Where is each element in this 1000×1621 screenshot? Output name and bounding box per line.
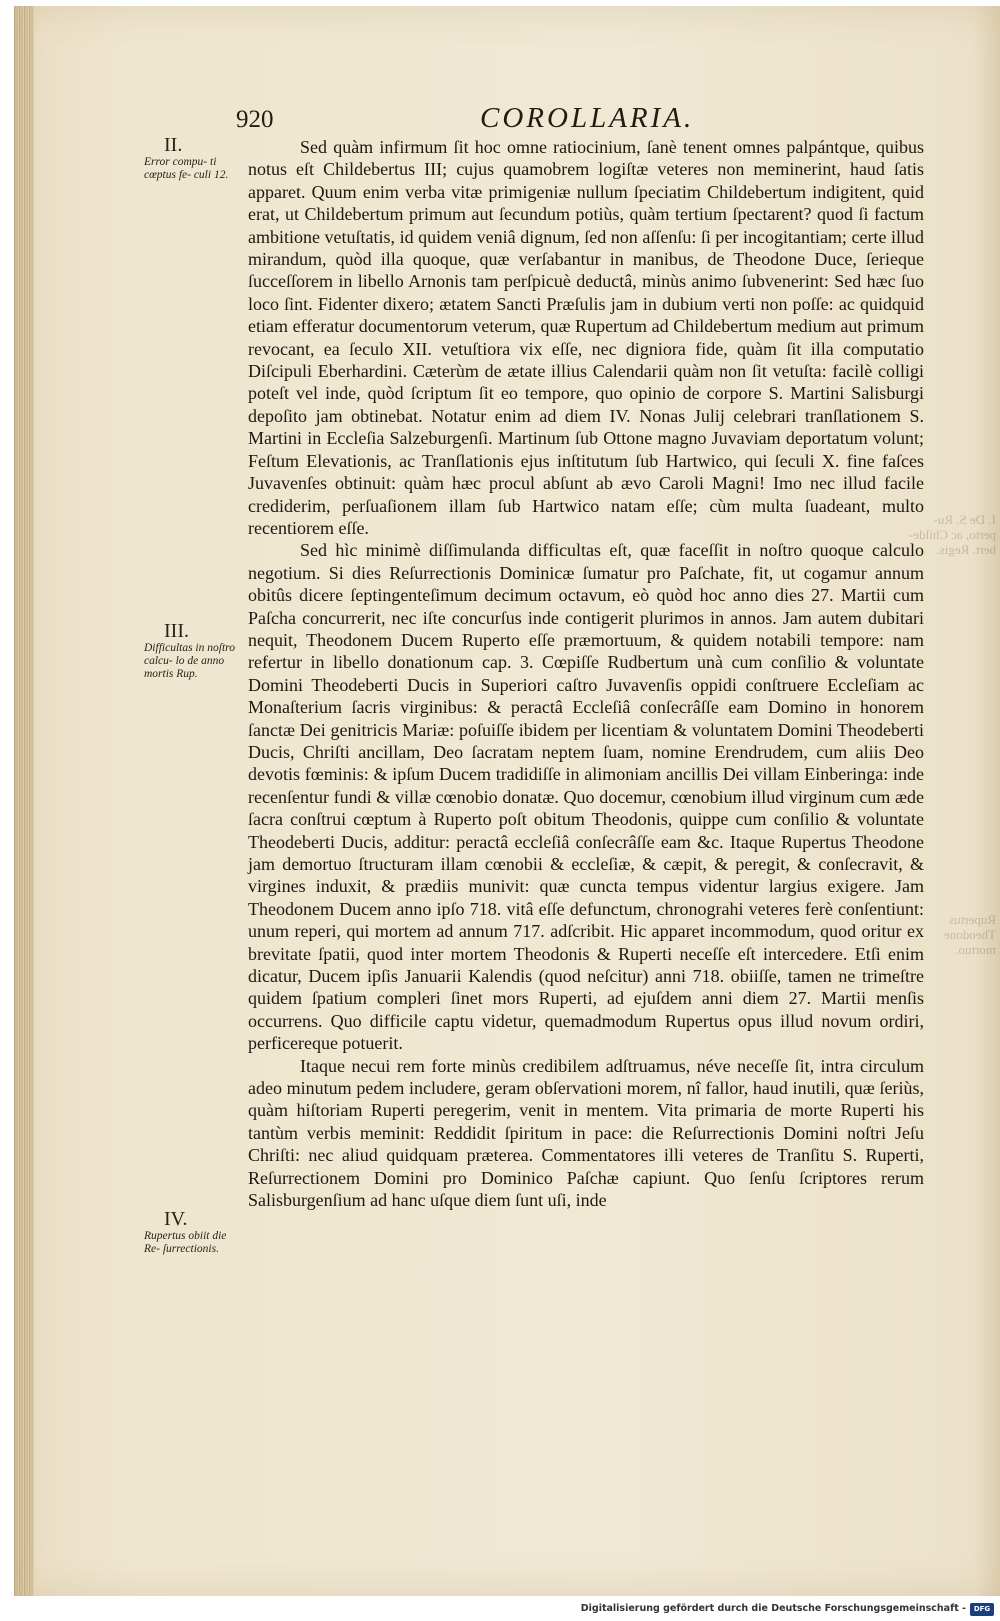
dfg-logo-label: DFG — [973, 1605, 991, 1613]
paragraph-2: Sed quàm infirmum ſit hoc omne ratiocinium, ſanè tenent omnes palpántque, quibus notus eſt Childebertus III; cujus quamobrem logiſtæ veteres non meminerint, haud ſatis apparet. Quum enim verba vitæ primigeniæ nullum ſpeciatim Childebertum indigitent, quid erat, ut Childebertum primum aut ſecundum potiùs, quàm tertium ſpectarent? quod ſi factum ambitione vetuſtatis, id quidem veniâ dignum, ſed non aſſenſu: ſi per incogitantiam; certe illud mirandum, quòd illa quoque, quæ verſabantur in manibus, de Theodone Duce, ſerieque ſucceſſorem in libello Arnonis tam perſpicuè deductâ, minùs animo ſubvenerint: Sed hæc ſuo loco ſint. Fidenter dixero; ætatem Sancti Præſulis jam in dubium verti non poſſe: ac quidquid etiam efferatur documentorum veterum, quæ Rupertum ad Childebertum medium aut primum revocant, ea ſeculo XII. vetuſtiora vix eſſe, nec digniora fide, quàm ſit illa computatio Diſcipuli Eberhardini. Cæterùm de ætate illius Calendarii quàm non ſit vetuſta: facilè colligi poteſt vel inde, quòd ſcriptum ſit eo tempore, quo opinio de corpore S. Martini Salisburgi depoſito jam obtinebat. Notatur enim ad diem IV. Nonas Julij celebrari tranſlationem S. Martini in Eccleſia Salzeburgenſi. Martinum ſub Ottone magno Juvaviam deportatum volunt; Feſtum Elevationis, ac Tranſlationis ejus inſtitutum ſub Hartwico, qui ſeculi X. fine faſces Juvavenſes obtinuit: quàm hæc procul abſunt ab ævo Caroli Magni! Imo nec illud facile crediderim, perſuaſionem illam ſub Hartwico natam eſſe; cùm multa ſuadeant, multo recentiorem eſſe. — [248, 137, 924, 538]
book-page — [14, 6, 1000, 1596]
margin-note-3 — [144, 620, 240, 681]
margin-note-2 — [144, 134, 240, 182]
dfg-logo-icon — [970, 1603, 994, 1616]
margin-note-number: III. — [164, 620, 189, 642]
margin-note-4 — [144, 1208, 240, 1256]
funding-credit: Digitalisierung gefördert durch die Deutsche Forschungsgemeinschaft - — [580, 1603, 966, 1614]
paragraph-3: Sed hìc minimè diſſimulanda difficultas eſt, quæ faceſſit in noſtro quoque calculo negotium. Si dies Reſurrectionis Dominicæ ſumatur pro Paſchate, fit, ut cogamur annum obitûs dicere ſeptingenteſimum decimum octavum, eò quòd hoc anno dies 27. Martii cum Paſcha concurrerit, nec iſte concurſus inde contigerit plurimos in annos. Jam autem dubitari nequit, Theodonem Ducem Ruperto eſſe præmortuum, & quidem notabili tempore: nam refertur in libello donationum cap. 3. Cœpiſſe Rudbertum unà cum conſilio & voluntate Domini Theodeberti Ducis in Superiori caſtro Juvavenſis oppidi conſtruere Eccleſiam ac Monaſterium ſacris virginibus: & peractâ Eccleſiâ conſecrâſſe eam Domino in honorem ſanctæ Dei genitricis Mariæ: poſuiſſe ibidem per licentiam & voluntatem Domini Theodeberti Ducis, Chriſti ancillam, Deo ſacratam neptem ſuam, nomine Erendrudem, cum aliis Deo devotis fœminis: & ipſum Ducem tradidiſſe in alimoniam ancillis Dei villam Einberinga: inde recenſentur fundi & villæ cœnobio donatæ. Quo docemur, cœnobium illud virginum cum æde ſacra conſtrui cœptum à Ruperto poſt obitum Theodonis, quippe cum conſilio & voluntate Theodeberti Ducis, additur: peractâ eccleſiâ conſecrâſſe eam &c. Itaque Rupertus Theodone jam demortuo ſtructuram illam cœnobii & eccleſiæ, & cæpit, & peregit, & conſecravit, & virgines induxit, & prædiis munivit: quæ cuncta tempus videntur largius exigere. Jam Theodonem Ducem anno ipſo 718. vitâ eſſe defunctum, chronograhi veteres ferè conſentiunt: unum reperi, qui mortem ad annum 717. adſcribit. Hic apparet incommodum, quod oritur ex brevitate ſpatii, quod inter mortem Theodonis & Ruperti neceſſe eſt intercedere. Etſi enim dicatur, Ducem ipſis Januarii Kalendis (quod neſcitur) anni 718. obiiſſe, tamen ne trimeſtre quidem ſpatium compleri ſinet mors Ruperti, ad ejuſdem anni diem 27. Martii menſis occurrens. Quo difficile captu videtur, quemadmodum Rupertus opus illud novum ordiri, perficereque potuerit. — [248, 540, 924, 1054]
page-gutter-edge — [14, 6, 34, 1596]
paragraph-4: Itaque necui rem forte minùs credibilem adſtruamus, néve neceſſe ſit, intra circulum adeo minutum pedem includere, geram obſervationi morem, nî fallor, haud inutili, quæ ſeriùs, quàm hiſtoriam Ruperti peregerim, venit in mentem. Vita primaria de morte Ruperti his tantùm verbis meminit: Reddidit ſpiritum in pace: die Reſurrectionis Domini noſtri Jeſu Chriſti: nec aliud quidquam præterea. Commentatores illi veteres de Tranſitu S. Ruperti, Reſurrectionem Domini pro Dominico Paſchæ capiunt. Quo ſenſu ſcriptores rerum Salisburgenſium ad hanc uſque diem ſunt uſi, inde — [248, 1055, 924, 1211]
running-title: COROLLARIA. — [480, 102, 695, 134]
bleed-through-note-2: Rupertus Theodone mortuo. — [944, 912, 996, 957]
margin-note-number: II. — [164, 134, 183, 156]
margin-note-text: Difficultas in noſtro calcu- lo de anno mortis Rup. — [144, 642, 235, 680]
margin-note-text: Error compu- ti cœptus fe- culi 12. — [144, 156, 229, 181]
footer-bar — [0, 1600, 1000, 1621]
margin-note-number: IV. — [164, 1208, 188, 1230]
margin-note-text: Rupertus obiit die Re- ſurrectionis. — [144, 1230, 227, 1255]
bleed-through-note-1: I. De S. Ru- perto, ac Childe- bert. Regis. — [909, 512, 996, 557]
body-text — [248, 136, 924, 1212]
page-number: 920 — [236, 106, 274, 133]
margin-notes — [144, 6, 240, 1506]
